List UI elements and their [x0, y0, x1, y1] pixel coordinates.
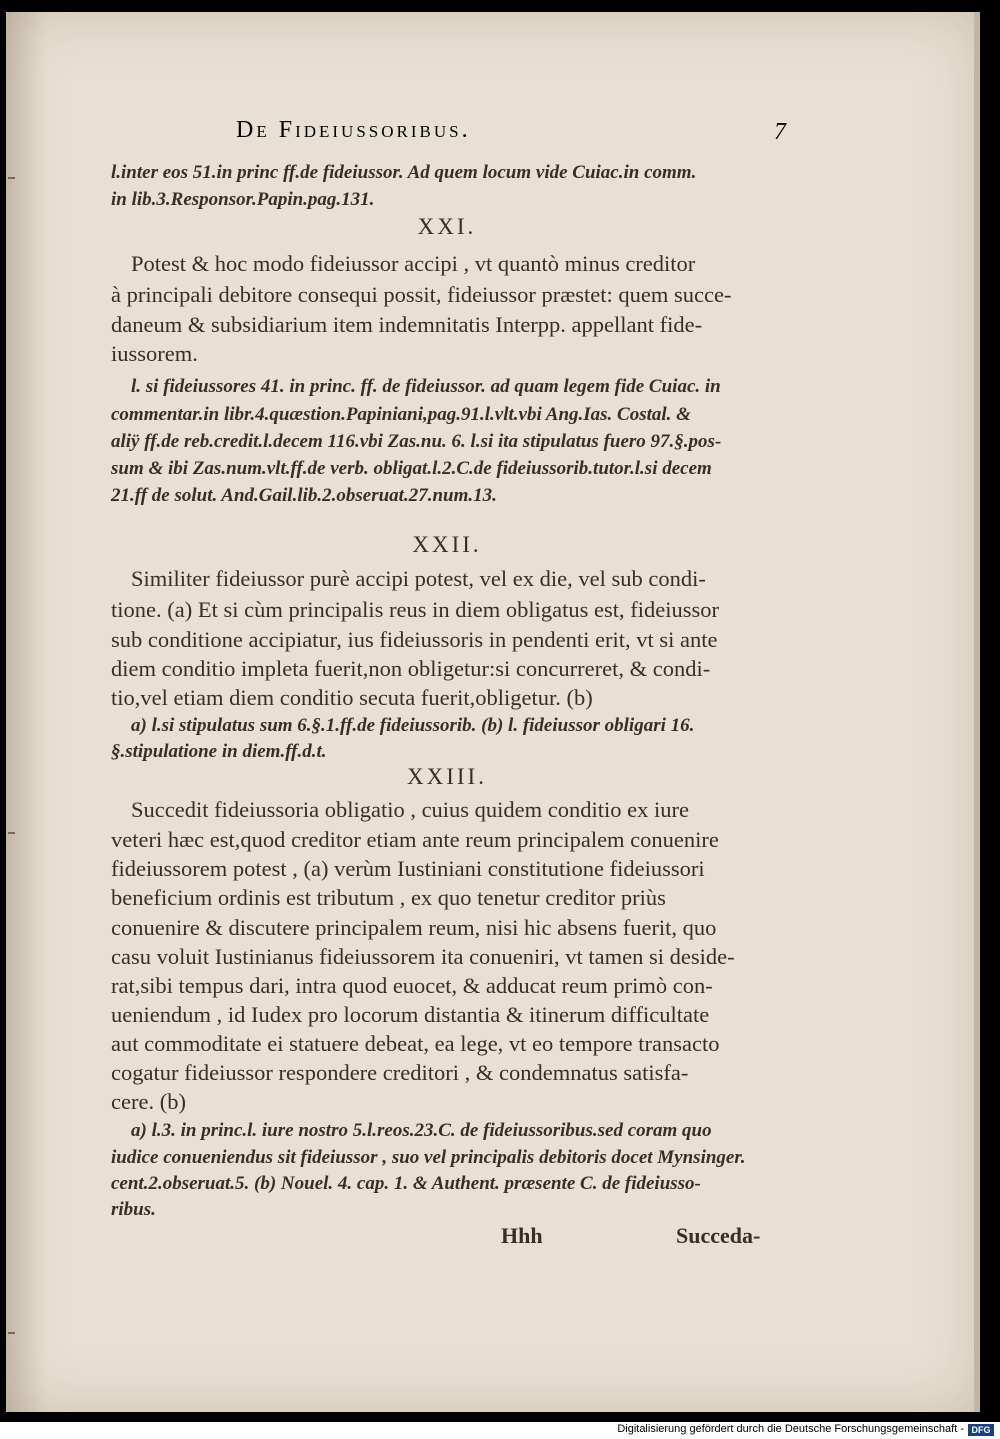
- paragraph-line: diem conditio impleta fuerit,non obligetur:si concurreret, & condi-: [111, 656, 711, 681]
- page-number: 7: [774, 119, 786, 145]
- footnote-text: cent.2.obseruat.5. (b) Nouel. 4. cap. 1. & Authent. præsente C. de fideiusso-: [111, 1173, 701, 1194]
- page-header: [126, 117, 786, 147]
- footnote-line: [111, 1118, 803, 1144]
- footnote-line: l.inter eos 51.in princ ff.de fideiussor. Ad quem locum vide Cuiac.in comm.: [111, 162, 697, 183]
- paragraph-line: fideiussorem potest , (a) verùm Iustiniani constitutione fideiussori: [111, 856, 705, 881]
- footnote-line: [111, 1197, 783, 1223]
- paragraph-line: Succedit fideiussoria obligatio , cuius quidem conditio ex iure: [131, 797, 690, 822]
- footnote-line: commentar.in libr.4.quæstion.Papiniani,pag.91.l.vlt.vbi Ang.Ias. Costal. &: [111, 404, 691, 425]
- paragraph-line: sub conditione accipiatur, ius fideiussoris in pendenti erit, vt si ante: [111, 627, 718, 652]
- paragraph-line: Similiter fideiussor purè accipi potest, vel ex die, vel sub condi-: [131, 566, 706, 591]
- paragraph-line: rat,sibi tempus dari, intra quod euocet, & adducat reum primò con-: [111, 973, 713, 998]
- paragraph-line: daneum & subsidiarium item indemnitatis Interpp. appellant fide-: [111, 312, 703, 337]
- footnote-text: ribus.: [111, 1199, 156, 1220]
- footnote-line: [111, 713, 803, 739]
- dfg-logo-icon: DFG: [968, 1424, 994, 1436]
- footnote-line: aliÿ ff.de reb.credit.l.decem 116.vbi Zas.nu. 6. l.si ita stipulatus fuero 97.§.pos-: [111, 431, 722, 452]
- catchword: Succeda-: [676, 1223, 761, 1248]
- gutter-mark: [8, 1332, 15, 1334]
- footnote-line: in lib.3.Responsor.Papin.pag.131.: [111, 189, 375, 210]
- paragraph-line: Potest & hoc modo fideiussor accipi , vt quantò minus creditor: [131, 251, 696, 276]
- paragraph-line: conuenire & discutere principalem reum, nisi hic absens fuerit, quo: [111, 915, 717, 940]
- paragraph-line: beneficium ordinis est tributum , ex quo tenetur creditor priùs: [111, 885, 666, 910]
- paragraph-line: ueniendum , id Iudex pro locorum distantia & itinerum difficultate: [111, 1002, 710, 1027]
- paragraph-line: cere. (b): [111, 1089, 186, 1114]
- book-page: [6, 12, 980, 1412]
- footnote-line: [111, 1171, 783, 1197]
- footer-bar: [0, 1422, 1000, 1439]
- paragraph-line: iussorem.: [111, 341, 198, 366]
- funding-credit: Digitalisierung gefördert durch die Deutsche Forschungsgemeinschaft -: [617, 1423, 964, 1435]
- footnote-text: a) l.3. in princ.l. iure nostro 5.l.reos.23.C. de fideiussoribus.sed coram quo: [131, 1120, 712, 1141]
- footnote-text: §.stipulatione in diem.ff.d.t.: [111, 741, 327, 762]
- gutter-mark: [8, 832, 15, 834]
- footnote-line: l. si fideiussores 41. in princ. ff. de fideiussor. ad quam legem fide Cuiac. in: [131, 376, 721, 397]
- section-heading-xxii: XXII.: [412, 532, 482, 557]
- paragraph-line: aut commoditate ei statuere debeat, ea lege, vt eo tempore transacto: [111, 1031, 720, 1056]
- gutter-mark: [8, 177, 15, 179]
- footnote-line: [111, 739, 783, 765]
- paragraph-line: casu voluit Iustinianus fideiussorem ita conueniri, vt tamen si deside-: [111, 944, 735, 969]
- section-heading-xxi: XXI.: [417, 214, 477, 239]
- paragraph-line: tione. (a) Et si cùm principalis reus in diem obligatus est, fideiussor: [111, 597, 720, 622]
- footnote-line: sum & ibi Zas.num.vlt.ff.de verb. obligat.l.2.C.de fideiussorib.tutor.l.si decem: [111, 458, 712, 479]
- section-heading-xxiii: XXIII.: [407, 764, 487, 789]
- footnote-text: a) l.si stipulatus sum 6.§.1.ff.de fideiussorib. (b) l. fideiussor obligari 16.: [131, 715, 695, 736]
- paragraph-line: à principali debitore consequi possit, fideiussor præstet: quem succe-: [111, 282, 732, 307]
- paragraph-line: tio,vel etiam diem conditio secuta fuerit,obligetur. (b): [111, 685, 593, 710]
- footnote-text: iudice conueniendus sit fideiussor , suo vel principalis debitoris docet Mynsinger.: [111, 1147, 746, 1168]
- page-edge: [974, 12, 980, 1412]
- paragraph-line: veteri hæc est,quod creditor etiam ante reum principalem conuenire: [111, 827, 719, 852]
- footnote-line: [111, 1145, 783, 1171]
- running-title: De Fideiussoribus.: [236, 117, 471, 143]
- footnote-line: 21.ff de solut. And.Gail.lib.2.obseruat.27.num.13.: [111, 485, 497, 506]
- paragraph-line: cogatur fideiussor respondere creditori , & condemnatus satisfa-: [111, 1060, 689, 1085]
- signature-mark: Hhh: [501, 1223, 543, 1248]
- page-gutter-shadow: [6, 12, 46, 1412]
